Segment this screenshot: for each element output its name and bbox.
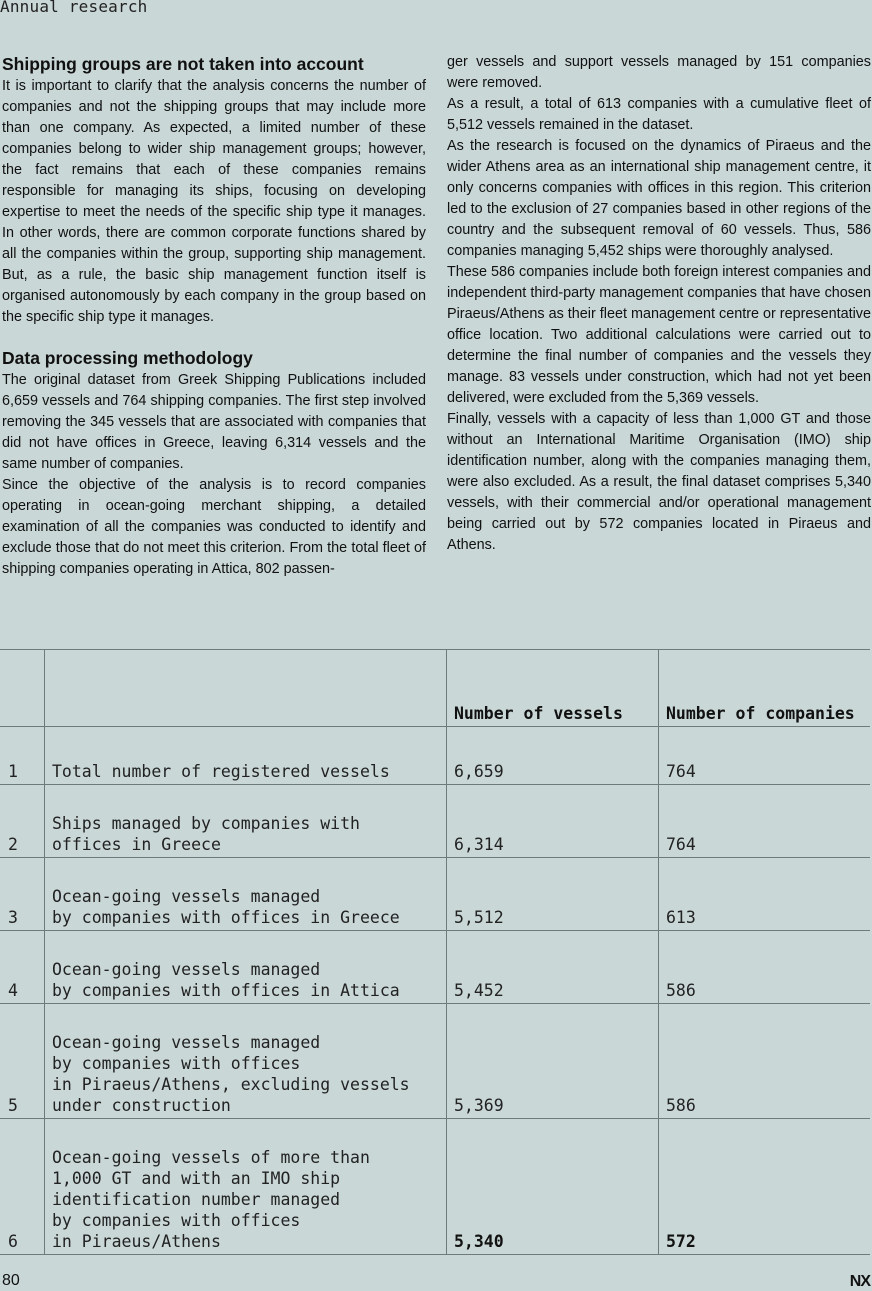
data-table — [0, 649, 870, 1255]
paragraph: As the research is focused on the dynamics of Piraeus and the wider Athens area as an international ship management centre, it only concerns companies with offices in this region. This criterion led to the exclusion of 27 companies based in other regions of the country and the subsequent removal of 60 vessels. Thus, 586 companies managing 5,452 ships were thoroughly analysed. — [447, 138, 871, 259]
table-row — [0, 931, 870, 1004]
row-number: 2 — [0, 785, 45, 858]
running-head: Annual research — [0, 0, 148, 16]
row-description: Ocean-going vessels managed by companies with offices in Piraeus/Athens, excluding vessels under construction — [45, 1004, 447, 1119]
row-number: 4 — [0, 931, 45, 1004]
left-column — [2, 52, 426, 580]
paragraph: Since the objective of the analysis is to record companies operating in ocean-going merchant shipping, a detailed examination of all the companies was conducted to identify and exclude those that do not meet this criterion. From the total fleet of shipping companies operating in Attica, 802 passen- — [2, 477, 426, 577]
paragraph: It is important to clarify that the analysis concerns the number of companies and not the shipping groups that may include more than one company. As expected, a limited number of these companies belong to wider ship management groups; however, the fact remains that each of these companies remains responsible for managing its ships, focusing on developing expertise to meet the needs of the specific ship type it manages. In other words, there are common corporate functions shared by all the companies within the group, supporting ship management. But, as a rule, the basic ship management function itself is organised autonomously by each company in the group based on the specific ship type it manages. — [2, 78, 426, 325]
row-description: Ocean-going vessels of more than 1,000 GT and with an IMO ship identification number managed by companies with offices in Piraeus/Athens — [45, 1119, 447, 1255]
row-companies: 613 — [659, 858, 871, 931]
row-companies: 764 — [659, 785, 871, 858]
row-number: 6 — [0, 1119, 45, 1255]
page-number: 80 — [2, 1272, 20, 1289]
row-vessels: 5,452 — [447, 931, 659, 1004]
row-number: 5 — [0, 1004, 45, 1119]
row-number: 3 — [0, 858, 45, 931]
row-description: Total number of registered vessels — [45, 727, 447, 785]
header-cell-desc — [45, 650, 447, 727]
row-description: Ocean-going vessels managed by companies with offices in Greece — [45, 858, 447, 931]
paragraph: As a result, a total of 613 companies with a cumulative fleet of 5,512 vessels remained in the dataset. — [447, 96, 871, 133]
right-column — [447, 52, 871, 556]
section-heading-methodology: Data processing methodology — [2, 348, 253, 368]
row-vessels: 6,314 — [447, 785, 659, 858]
table-row-final — [0, 1119, 870, 1255]
row-vessels: 6,659 — [447, 727, 659, 785]
brand-logo: NX — [849, 1273, 870, 1290]
table-row — [0, 785, 870, 858]
paragraph: ger vessels and support vessels managed by 151 companies were removed. — [447, 54, 871, 91]
table-row — [0, 1004, 870, 1119]
table-row — [0, 858, 870, 931]
row-number: 1 — [0, 727, 45, 785]
row-vessels: 5,369 — [447, 1004, 659, 1119]
row-companies: 586 — [659, 931, 871, 1004]
paragraph: Finally, vessels with a capacity of less than 1,000 GT and those without an International Maritime Organisation (IMO) ship identification number, along with the companies managing them, were also excluded. As a result, the final dataset comprises 5,340 vessels, with their commercial and/or operational management being carried out by 572 companies located in Piraeus and Athens. — [447, 411, 871, 553]
row-description: Ocean-going vessels managed by companies with offices in Attica — [45, 931, 447, 1004]
row-companies-total: 572 — [659, 1119, 871, 1255]
table-row — [0, 727, 870, 785]
row-companies: 764 — [659, 727, 871, 785]
paragraph: The original dataset from Greek Shipping Publications included 6,659 vessels and 764 shipping companies. The first step involved removing the 345 vessels that are associated with companies that did not have offices in Greece, leaving 6,314 vessels and the same number of companies. — [2, 372, 426, 472]
row-companies: 586 — [659, 1004, 871, 1119]
header-cell-num — [0, 650, 45, 727]
paragraph: These 586 companies include both foreign interest companies and independent third-party management companies that have chosen Piraeus/Athens as their fleet management centre or representative office location. Two additional calculations were carried out to determine the final number of companies and the vessels they manage. 83 vessels under construction, which had not yet been delivered, were excluded from the 5,369 vessels. — [447, 264, 871, 406]
section-heading-shipping-groups: Shipping groups are not taken into account — [2, 54, 364, 74]
header-vessels: Number of vessels — [447, 650, 659, 727]
row-description: Ships managed by companies with offices in Greece — [45, 785, 447, 858]
header-companies: Number of companies — [659, 650, 871, 727]
table-header-row — [0, 650, 870, 727]
row-vessels-total: 5,340 — [447, 1119, 659, 1255]
row-vessels: 5,512 — [447, 858, 659, 931]
